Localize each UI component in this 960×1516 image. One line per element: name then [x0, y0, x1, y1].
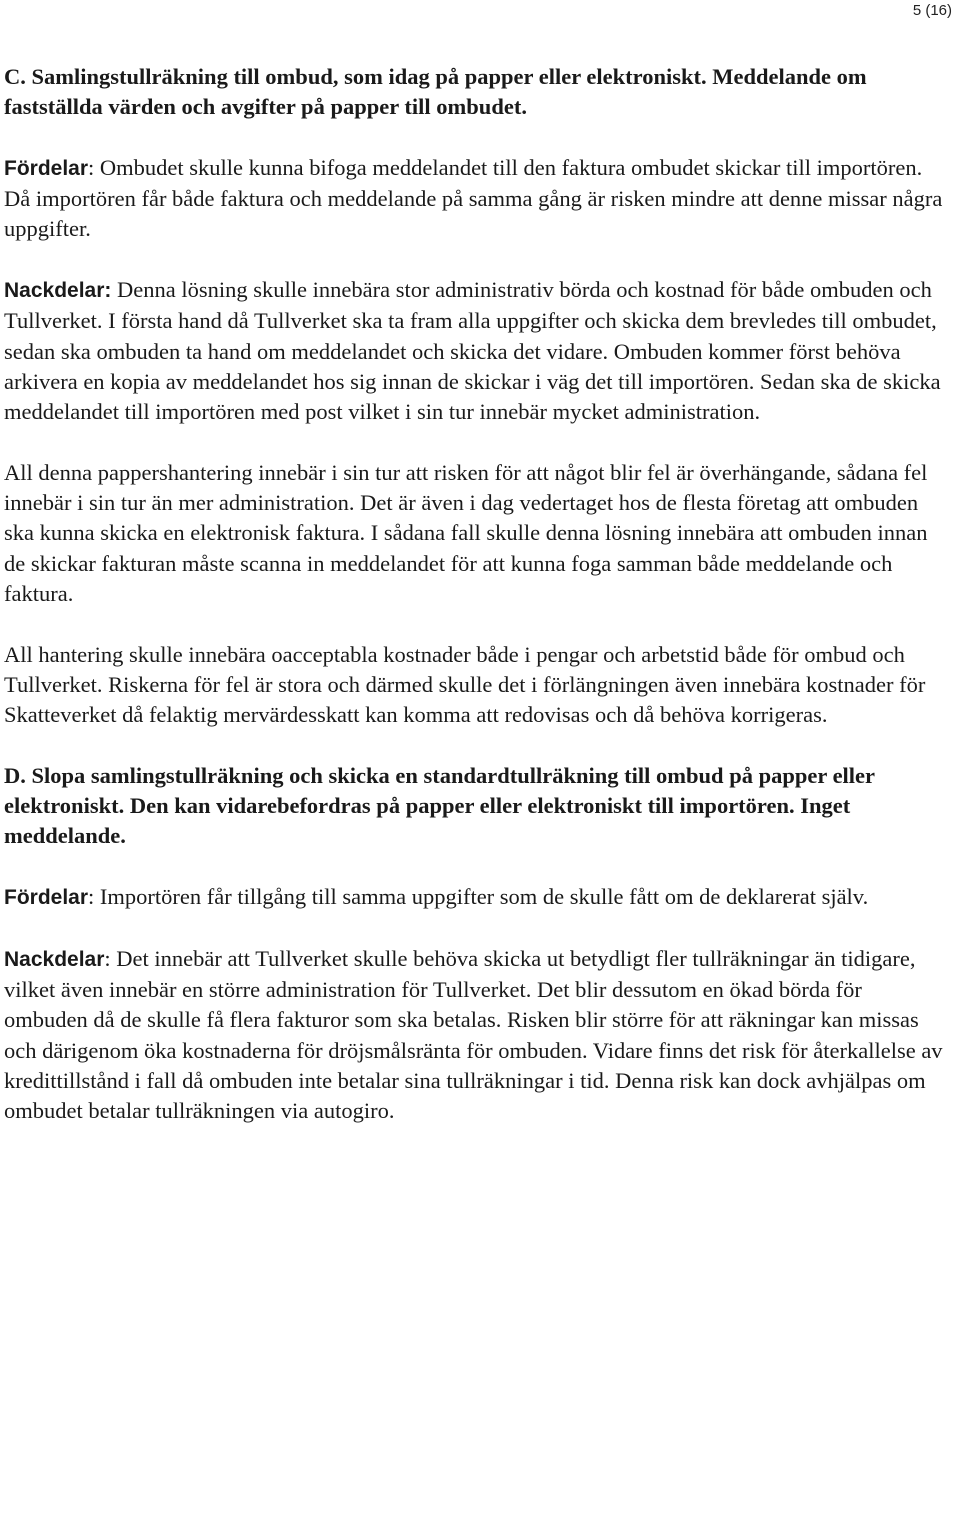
section-c-nackdelar-label: Nackdelar:	[4, 279, 112, 303]
section-d-fordelar-label: Fördelar	[4, 886, 89, 910]
section-c-fordelar-paragraph	[4, 153, 949, 245]
section-c-paragraph-4: All hantering skulle innebära oacceptabla kostnader både i pengar och arbetstid både för ombud och Tullverket. Riskerna för fel är stora och därmed skulle det i förlängningen även innebära kostnader för Skatteverket då felaktig mervärdesskatt kan komma att redovisas och då behöva korrigeras.	[4, 641, 926, 728]
section-d-heading: D. Slopa samlingstullräkning och skicka en standardtullräkning till ombud på papper eller elektroniskt. Den kan vidarebefordras på papper eller elektroniskt till importören. Inget meddelande.	[4, 762, 875, 849]
section-c-fordelar-text: : Ombudet skulle kunna bifoga meddelandet till den faktura ombudet skickar till importören. Då importören får både faktura och meddelande på samma gång är risken mindre att denne missar några uppgifter.	[4, 154, 943, 242]
section-c-heading: C. Samlingstullräkning till ombud, som idag på papper eller elektroniskt. Meddelande om fastställda värden och avgifter på papper till ombudet.	[4, 64, 867, 120]
document-body	[4, 62, 949, 1157]
section-d-fordelar-paragraph	[4, 882, 949, 913]
section-c-nackdelar-text: Denna lösning skulle innebära stor administrativ börda och kostnad för både ombuden och Tullverket. I första hand då Tullverket ska ta fram alla uppgifter och skicka dem brevledes till ombudet, sedan ska ombuden ta hand om meddelandet och skicka det vidare. Ombuden kommer först behöva arkivera en kopia av meddelandet hos sig innan de skickar i väg det till importören. Sedan ska de skicka meddelandet till importören med post vilket i sin tur innebär mycket administration.	[4, 277, 941, 425]
section-c-nackdelar-paragraph	[4, 275, 949, 427]
section-c-paragraph-3: All denna pappershantering innebär i sin tur att risken för att något blir fel är överhängande, sådana fel innebär i sin tur än mer administration. Det är även i dag vedertaget hos de flesta företag att ombuden ska kunna skicka en elektronisk faktura. I sådana fall skulle denna lösning innebära att ombuden innan de skickar fakturan måste scanna in meddelandet för att kunna foga samman både meddelande och faktura.	[4, 459, 928, 607]
section-d-nackdelar-paragraph	[4, 944, 949, 1127]
section-d-nackdelar-text: : Det innebär att Tullverket skulle behöva skicka ut betydligt fler tullräkningar än tidigare, vilket även innebär en större administration för Tullverket. Det blir dessutom en ökad börda för ombuden då de skulle få flera fakturor som ska betalas. Risken blir större för att räkningar kan missas och därigenom öka kostnaderna för dröjsmålsränta för ombuden. Vidare finns det risk för återkallelse av kredittillstånd i fall då ombuden inte betalar sina tullräkningar i tid. Denna risk kan dock avhjälpas om ombudet betalar tullräkningen via autogiro.	[4, 945, 943, 1124]
page-number: 5 (16)	[912, 2, 952, 19]
section-c-fordelar-label: Fördelar	[4, 156, 89, 180]
section-d-nackdelar-label: Nackdelar	[4, 947, 105, 971]
section-d-fordelar-text: : Importören får tillgång till samma uppgifter som de skulle fått om de deklarerat själv.	[88, 884, 869, 910]
